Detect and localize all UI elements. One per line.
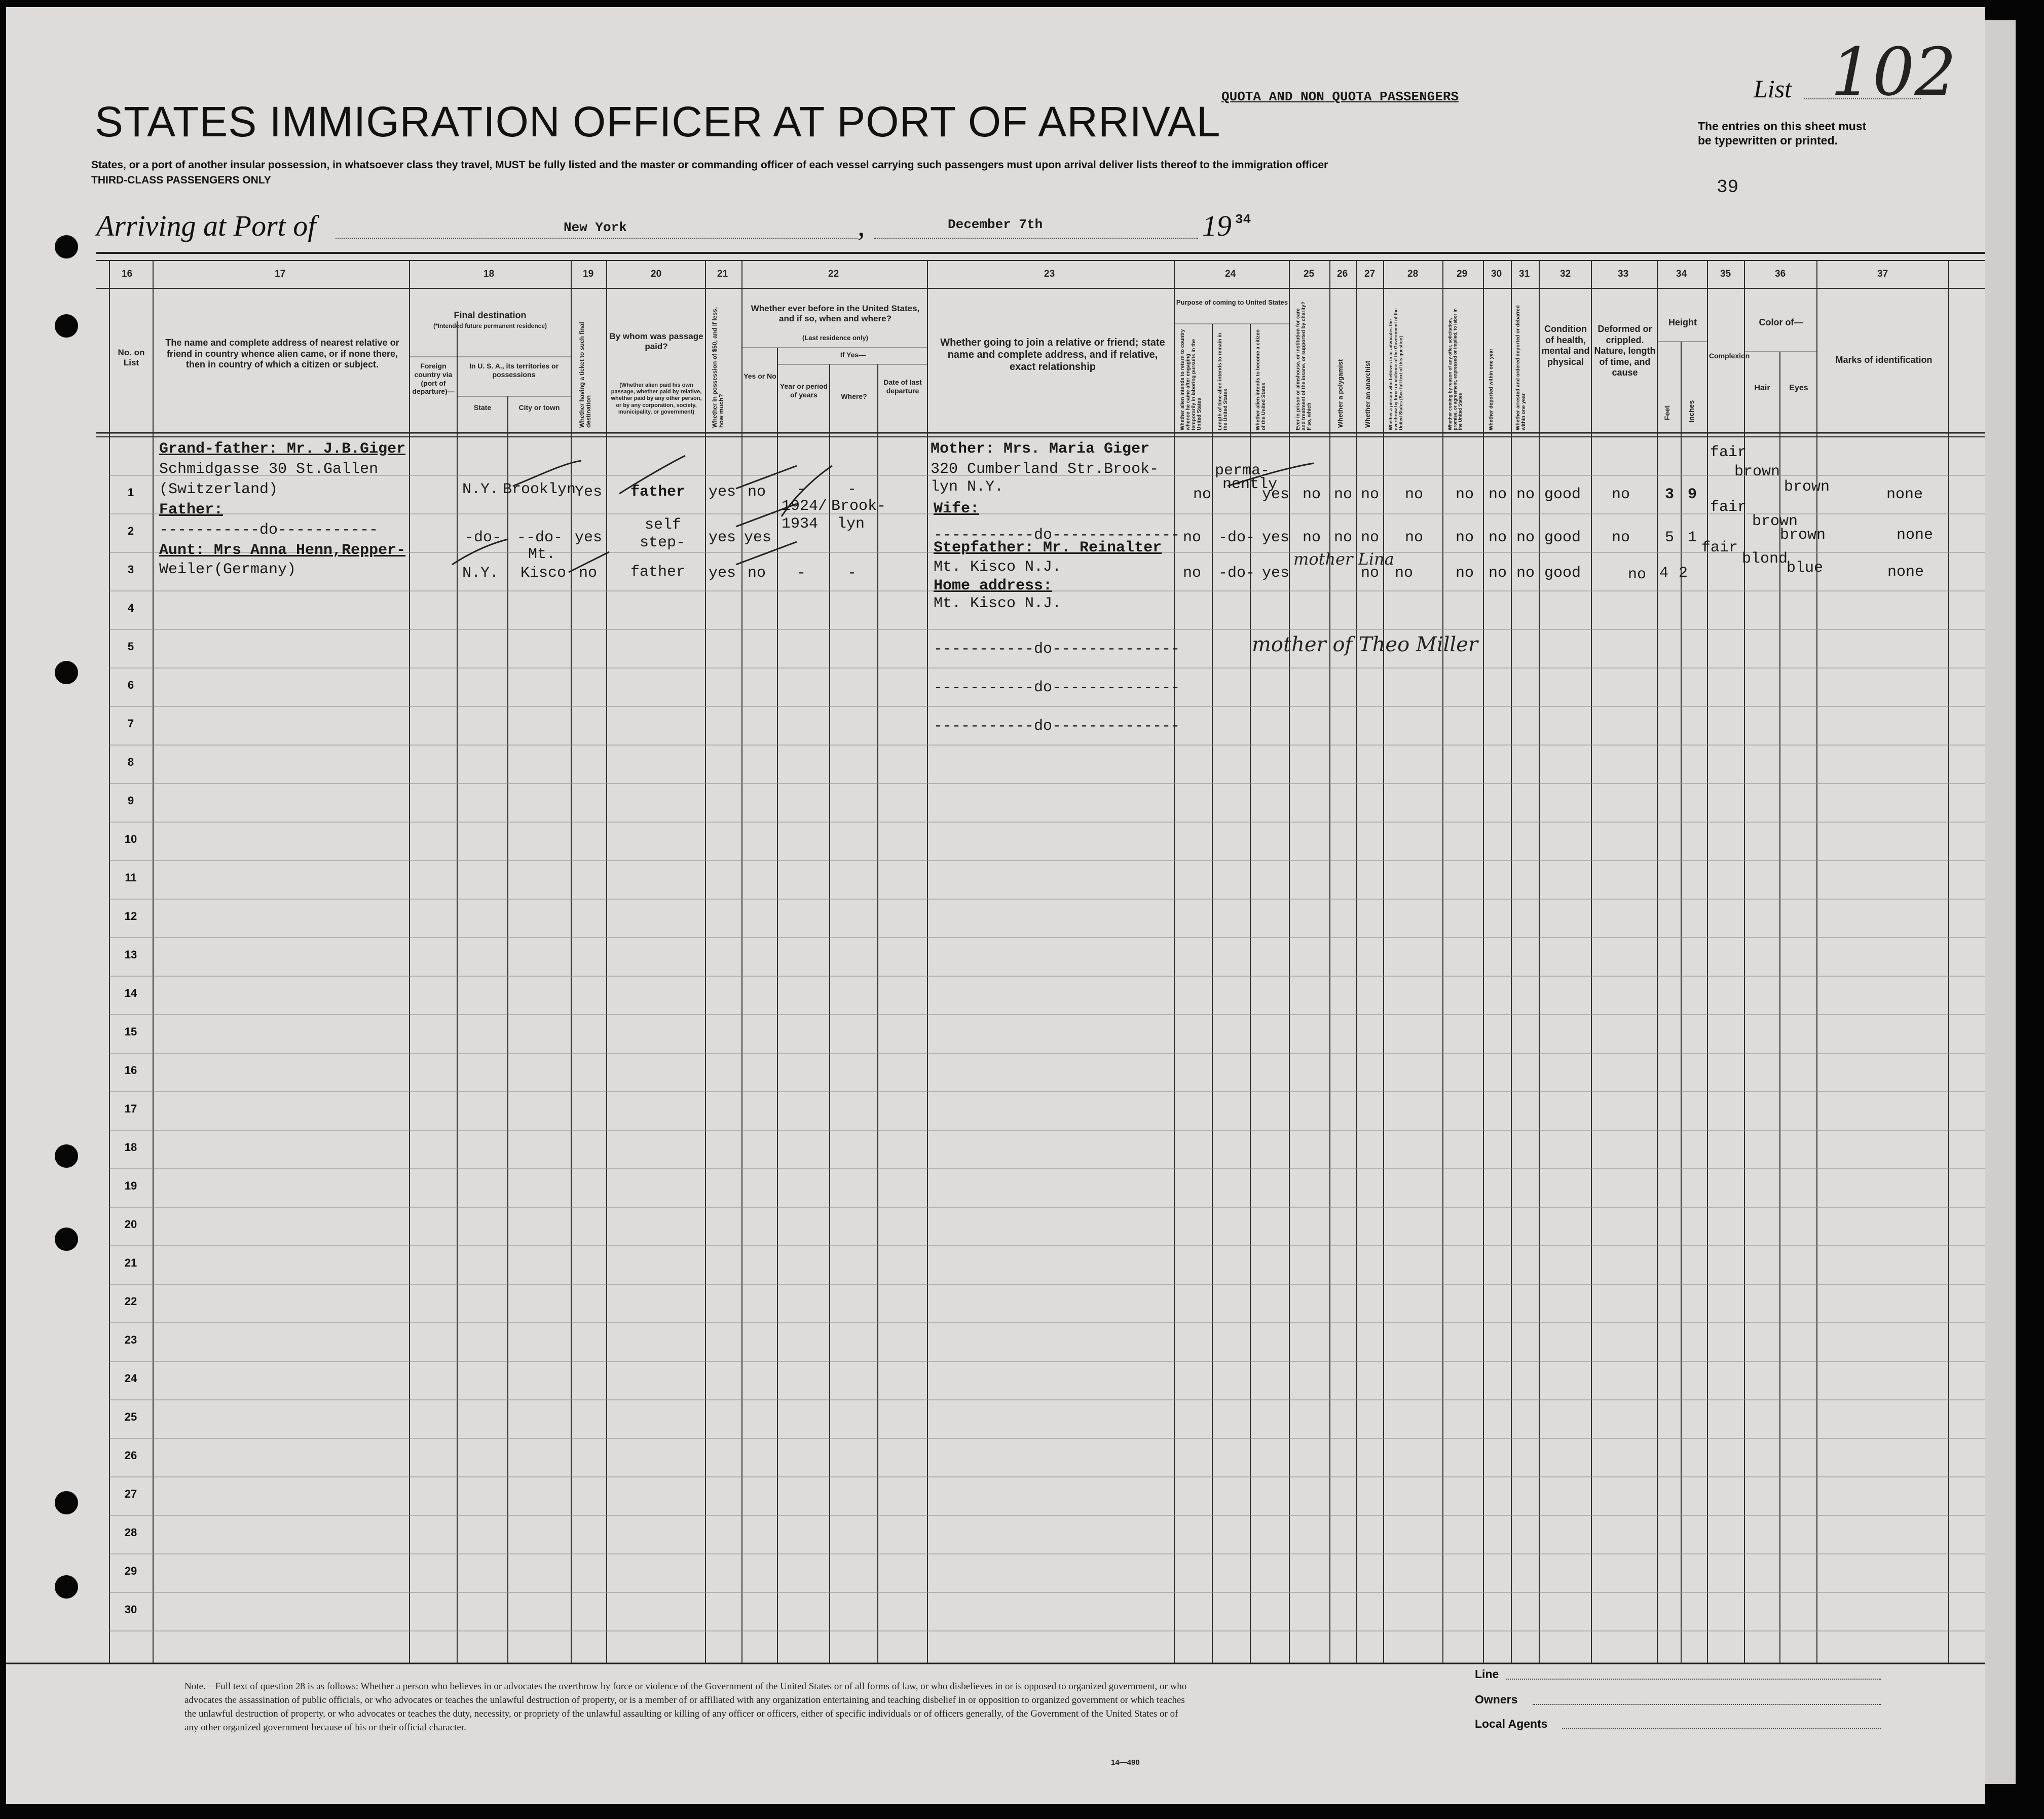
header-marks: Marks of identification (1835, 355, 1932, 365)
row-number: 4 (127, 602, 134, 614)
header-year-period: Year or period of years (779, 382, 828, 399)
join-entry: 320 Cumberland Str.Brook- (931, 461, 1159, 478)
local-agents-label: Local Agents (1475, 1717, 1548, 1730)
row-number: 23 (124, 1333, 137, 1346)
row-number: 12 (124, 910, 137, 922)
header-29: Whether coming by reason of any offer, solicitation, promise, or agreement, expressed or implied, to labor in the United States (1447, 308, 1463, 430)
col-no-17: 17 (275, 269, 286, 279)
col-no-34: 34 (1676, 269, 1687, 279)
city-entry: Mt. (528, 546, 556, 563)
row-number: 19 (124, 1179, 137, 1192)
col-no-33: 33 (1618, 269, 1629, 279)
row-number: 27 (124, 1488, 137, 1500)
hair-entry: brown (1734, 463, 1780, 480)
deformed-entry: no (1612, 486, 1630, 503)
header-city: City or town (518, 403, 560, 412)
hair-entry: brown (1752, 513, 1798, 530)
col-no-25: 25 (1304, 269, 1315, 279)
header-purpose-c: Whether alien intends to become a citizen of the United States (1255, 329, 1267, 430)
money-entry: yes (709, 529, 736, 546)
no-entry: no (1361, 529, 1380, 546)
header-nearest-relative: The name and complete address of nearest relative or friend in country whence alien came, or if none there, then in country of which a citizen or subject. (165, 338, 399, 370)
marks-entry: none (1897, 527, 1934, 544)
punch-hole (55, 1144, 78, 1168)
marks-entry: none (1887, 564, 1924, 581)
health-entry: good (1544, 486, 1581, 503)
row-number: 6 (127, 679, 134, 691)
no-entry: no (1405, 486, 1424, 503)
inch-entry: 2 (1679, 565, 1688, 582)
no-entry: no (1334, 486, 1353, 503)
row-number: 13 (124, 948, 137, 961)
join-entry: -----------do-------------- (934, 641, 1180, 658)
row-number: 1 (127, 486, 134, 499)
line-label: Line (1475, 1667, 1499, 1681)
join-entry: Wife: (934, 500, 980, 517)
before-entry: no (748, 484, 766, 501)
year-entry: - (797, 565, 806, 582)
no-entry: no (1456, 565, 1474, 582)
header-by-whom: By whom was passage paid? (609, 331, 703, 352)
no-entry: no (1489, 565, 1507, 582)
punch-hole (55, 1228, 78, 1251)
health-entry: good (1544, 529, 1581, 546)
col-no-21: 21 (717, 269, 728, 279)
intro-text: States, or a port of another insular possession, in whatsoever class they travel, MUST be fully listed and the master or commanding officer of each vessel carrying such passengers must upon arrival deliver lists thereof to the immigration officer (91, 159, 1328, 171)
header-yes-no: Yes or No (744, 372, 776, 380)
relative-entry: Aunt: Mrs Anna Henn,Repper- (159, 542, 406, 559)
list-number: 102 (1831, 33, 1957, 110)
row-number: 9 (127, 794, 134, 807)
where-entry: - (847, 481, 857, 498)
ticket-entry: no (579, 565, 598, 582)
col-no-23: 23 (1044, 269, 1055, 279)
row-number: 18 (124, 1141, 137, 1154)
length-entry: perma- (1215, 462, 1270, 479)
feet-entry: 3 (1665, 486, 1675, 503)
join-entry: lyn N.Y. (931, 478, 1004, 496)
page-title: STATES IMMIGRATION OFFICER AT PORT OF ARRIVAL (95, 98, 1221, 145)
header-join-relative: Whether going to join a relative or friend; state name and complete address, and if relative, exact relationship (940, 337, 1165, 373)
col-no-16: 16 (122, 269, 133, 279)
header-eyes: Eyes (1789, 384, 1808, 392)
paid-entry: father (630, 484, 686, 501)
row-number: 2 (127, 525, 134, 537)
eyes-entry: brown (1780, 527, 1826, 544)
where-entry: - (847, 565, 857, 582)
quota-heading: QUOTA AND NON QUOTA PASSENGERS (1221, 89, 1459, 104)
no-entry: no (1334, 529, 1353, 546)
col-no-28: 28 (1407, 269, 1419, 279)
header-color-of: Color of— (1759, 317, 1803, 327)
relative-entry: -----------do----------- (159, 522, 379, 539)
row-number: 15 (124, 1025, 137, 1038)
join-entry: Home address: (934, 577, 1053, 595)
join-entry: -----------do-------------- (934, 679, 1180, 696)
no-entry: no (1516, 565, 1535, 582)
page-edge (1985, 20, 2016, 1784)
owners-field (1533, 1704, 1881, 1705)
deformed-entry: no (1612, 529, 1630, 546)
col-no-20: 20 (651, 269, 662, 279)
header-if-yes: If Yes— (840, 351, 866, 359)
inch-entry: 9 (1688, 486, 1697, 503)
citizen-entry: yes (1262, 565, 1290, 582)
date-value: December 7th (948, 217, 1043, 232)
paid-entry: father (630, 564, 686, 581)
join-entry: Mt. Kisco N.J. (934, 559, 1062, 576)
line-field (1506, 1679, 1881, 1680)
list-label: List (1754, 75, 1792, 103)
length-entry: nently (1222, 476, 1278, 493)
header-state: State (473, 403, 492, 412)
relative-entry: Weiler(Germany) (159, 561, 296, 578)
header-25: Ever in prison or almshouse, or institution for care and treatment of the insane, or supported by charity? If so, which (1295, 302, 1312, 430)
manifest-sheet (6, 7, 1985, 1804)
money-entry: yes (709, 484, 736, 501)
row-number: 24 (124, 1372, 137, 1385)
row-number: 26 (124, 1449, 137, 1462)
year-entry: 1924/ (782, 498, 828, 515)
row-number: 22 (124, 1295, 137, 1308)
state-entry: -do- (465, 529, 502, 546)
relative-entry: (Switzerland) (159, 481, 278, 498)
entries-note-1: The entries on this sheet must (1698, 120, 1867, 133)
before-entry: no (748, 565, 766, 582)
header-30: Whether deported within one year (1489, 348, 1494, 430)
row-number: 28 (124, 1526, 137, 1539)
row-number: 29 (124, 1565, 137, 1577)
length-entry: -do- (1218, 529, 1255, 546)
where-entry: Brook- (831, 498, 886, 515)
state-entry: N.Y. (462, 481, 499, 498)
col-no-30: 30 (1491, 269, 1502, 279)
no-entry: no (1456, 486, 1474, 503)
header-31: Whether arrested and ordered deported or debarred within one year (1515, 305, 1527, 430)
row-number: 25 (124, 1410, 137, 1423)
relative-entry: Grand-father: Mr. J.B.Giger (159, 440, 406, 458)
punch-hole (55, 1491, 78, 1514)
state-entry: N.Y. (462, 565, 499, 582)
year-entry: 1934 (782, 515, 819, 533)
no-entry: no (1516, 486, 1535, 503)
row-number: 14 (124, 987, 137, 999)
row-number: 21 (124, 1256, 137, 1269)
form-number: 14—490 (1111, 1758, 1140, 1767)
table-grid (6, 7, 1985, 1804)
join-entry: Mother: Mrs. Maria Giger (931, 440, 1150, 458)
join-entry: -----------do-------------- (934, 527, 1180, 544)
header-foreign-country: Foreign country via (port of departure)— (412, 362, 455, 396)
header-ticket: Whether having a ticket to such final destination (578, 322, 592, 428)
col-no-27: 27 (1364, 269, 1376, 279)
no-entry: no (1361, 486, 1380, 503)
col-no-22: 22 (828, 269, 839, 279)
row-number: 11 (125, 871, 137, 884)
row-number: 5 (127, 640, 134, 653)
header-in-usa: In U. S. A., its territories or possessions (469, 362, 559, 379)
city-entry: Kisco (521, 565, 567, 582)
year-suffix: 34 (1235, 212, 1251, 227)
handwritten-note: mother of Theo Miller (1252, 633, 1478, 656)
header-purpose-b: Length of time alien intends to remain in the United States (1217, 332, 1229, 430)
col-no-35: 35 (1720, 269, 1731, 279)
eyes-entry: blue (1787, 560, 1824, 577)
owners-label: Owners (1475, 1693, 1518, 1706)
col-no-37: 37 (1877, 269, 1888, 279)
join-entry: Stepfather: Mr. Reinalter (934, 539, 1162, 556)
header-health: Condition of health, mental and physical (1541, 324, 1590, 367)
passenger-class: THIRD-CLASS PASSENGERS ONLY (91, 174, 271, 186)
col-no-36: 36 (1775, 269, 1786, 279)
return-entry: no (1183, 565, 1202, 582)
row-number: 8 (127, 756, 134, 768)
no-entry: no (1489, 529, 1507, 546)
before-entry: yes (744, 529, 772, 546)
paid-entry: step- (640, 534, 686, 551)
header-final-destination-note: (*Intended future permanent residence) (433, 322, 547, 329)
deformed-entry: no (1628, 566, 1647, 583)
punch-hole (55, 661, 78, 684)
header-fifty-dollars: Whether in possession of $50, and if less, how much? (711, 307, 725, 428)
header-26: Whether a polygamist (1336, 359, 1344, 428)
header-purpose: Purpose of coming to United States (1176, 299, 1288, 306)
row-number: 20 (124, 1218, 137, 1231)
no-entry: no (1456, 529, 1474, 546)
header-28: Whether a person who believes in or advocates the overthrow by force or violence of the Government of the United States (See full text of this question) (1388, 308, 1403, 430)
feet-entry: 4 (1659, 565, 1669, 582)
punch-hole (55, 235, 78, 258)
header-inches: Inches (1687, 400, 1695, 423)
arriving-label: Arriving at Port of (96, 209, 316, 242)
header-height: Height (1668, 317, 1697, 327)
header-final-destination: Final destination (454, 310, 527, 320)
header-hair: Hair (1754, 384, 1770, 392)
header-deformed: Deformed or crippled. Nature, length of time, and cause (1594, 324, 1656, 378)
col-no-26: 26 (1337, 269, 1348, 279)
port-value: New York (564, 220, 627, 235)
row-number: 7 (127, 717, 134, 730)
header-27: Whether an anarchist (1364, 360, 1371, 428)
header-no-on-list: No. on List (118, 348, 145, 368)
marks-entry: none (1886, 486, 1923, 503)
row-number: 16 (124, 1064, 137, 1076)
return-entry: no (1193, 486, 1212, 503)
footer-note: Note.—Full text of question 28 is as follows: Whether a person who believes in or advocates the overthrow by force or violence of the Government of the United States or of all forms of law, or who disbelieves in or is opposed to organized government, or who advocates the assassination of public officials, or who advocates or teaches the unlawful destruction of property, or is a member of or affiliated with any organization entertaining and teaching disbelief in or opposition to organized government or which teaches the unlawful destruction of property, or who advocates or teaches the duty, necessity, or propriety of the unlawful assaulting or killing of any officer or officers, either of specific individuals or of officers generally, of the Government of the United States or of any other organized government because of his or their official character. (184, 1681, 1187, 1733)
row-number: 3 (127, 563, 134, 576)
money-entry: yes (709, 565, 736, 582)
header-purpose-a: Whether alien intends to return to country whence he came after engaging temporarily in laboring pursuits in the United States (1180, 329, 1202, 430)
no-entry: no (1516, 529, 1535, 546)
header-where: Where? (841, 392, 867, 400)
no-entry: no (1303, 529, 1321, 546)
length-entry: -do- (1218, 565, 1255, 582)
punch-hole (55, 1575, 78, 1599)
citizen-entry: yes (1262, 486, 1290, 503)
relative-entry: Schmidgasse 30 St.Gallen (159, 461, 379, 478)
col-no-32: 32 (1560, 269, 1571, 279)
join-entry: Mt. Kisco N.J. (934, 595, 1062, 612)
eyes-entry: brown (1784, 478, 1830, 496)
header-by-whom-note: (Whether alien paid his own passage, whether paid by relative, whether paid by any other person, or by any corporation, society, municipality, or government) (611, 382, 702, 415)
health-entry: good (1544, 565, 1581, 582)
join-entry: -----------do-------------- (934, 718, 1180, 735)
punch-hole (55, 314, 78, 338)
sheet-number: 39 (1717, 177, 1739, 198)
no-entry: no (1405, 529, 1424, 546)
entries-note-2: be typewritten or printed. (1698, 134, 1838, 147)
hair-entry: blond (1742, 550, 1788, 568)
complexion-entry: fair (1710, 444, 1747, 461)
city-entry: Brooklyn (503, 481, 576, 498)
ticket-entry: Yes (575, 484, 603, 501)
feet-entry: 5 (1665, 529, 1675, 546)
relative-entry: Father: (159, 501, 224, 518)
handwritten-note: mother Lina (1293, 549, 1394, 569)
paid-entry: self (645, 516, 682, 534)
return-entry: no (1183, 529, 1202, 546)
no-entry: no (1395, 565, 1414, 582)
where-entry: lyn (837, 515, 865, 533)
header-before-us: Whether ever before in the United States, and if so, when and where? (751, 304, 920, 324)
year-prefix: 19 (1202, 209, 1232, 242)
col-no-24: 24 (1225, 269, 1236, 279)
local-agents-field (1562, 1728, 1881, 1729)
ticket-entry: yes (575, 529, 603, 546)
col-no-18: 18 (484, 269, 495, 279)
citizen-entry: yes (1262, 529, 1290, 546)
no-entry: no (1303, 486, 1321, 503)
col-no-29: 29 (1457, 269, 1468, 279)
no-entry: no (1361, 565, 1380, 582)
col-no-19: 19 (583, 269, 594, 279)
header-feet: Feet (1663, 405, 1671, 420)
header-complexion: Complexion (1709, 352, 1750, 360)
header-last-residence: (Last residence only) (802, 334, 869, 342)
comma-1: , (858, 209, 865, 242)
no-entry: no (1489, 486, 1507, 503)
row-number: 17 (124, 1102, 137, 1115)
col-no-31: 31 (1519, 269, 1530, 279)
header-date-departure: Date of last departure (883, 378, 922, 395)
city-entry: --do- (517, 529, 563, 546)
row-number: 30 (124, 1603, 137, 1616)
complexion-entry: fair (1701, 539, 1738, 556)
row-number: 10 (124, 833, 137, 845)
complexion-entry: fair (1710, 499, 1747, 516)
inch-entry: 1 (1688, 529, 1697, 546)
year-entry: - (797, 481, 806, 498)
